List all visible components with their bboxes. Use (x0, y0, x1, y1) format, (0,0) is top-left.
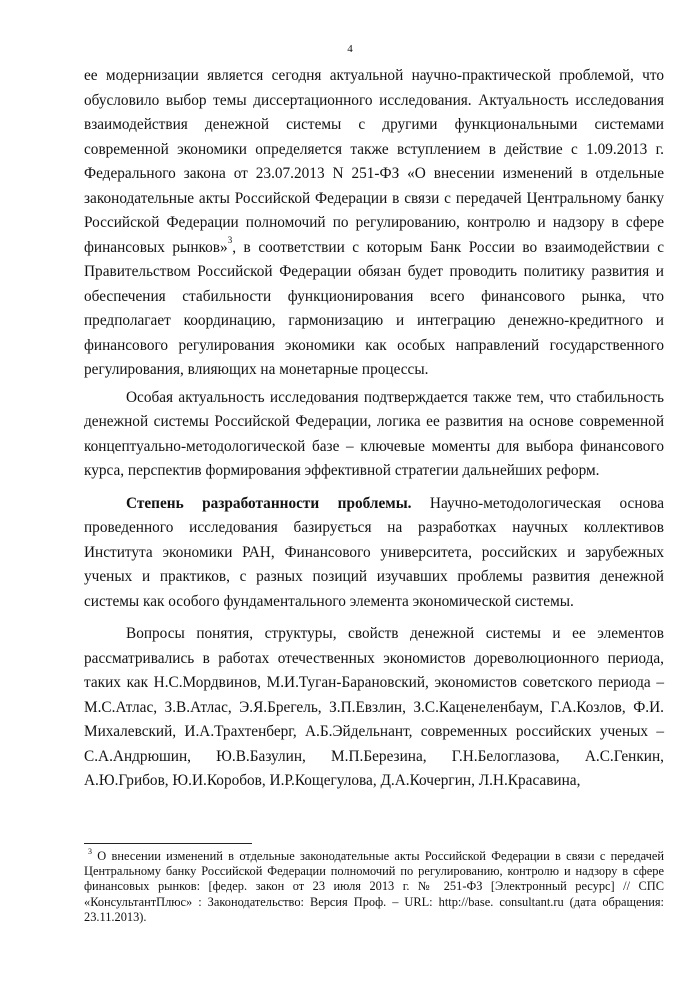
paragraph-monetary-system-questions (84, 622, 664, 794)
paragraph-text: ее модернизации является сегодня актуальной научно-практической проблемой, что обусловило выбор темы диссертационного исследования. Актуальность исследования взаимодействия денежной системы с другими функциональными системами современной экономики определяется также вступлением в действие с 1.09.2013 г. Федерального закона от 23.07.2013 N 251-ФЗ «О внесении изменений в отдельные законодательные акты Российской Федерации в связи с передачей Центральному банку Российской Федерации полномочий по регулированию, контролю и надзору в сфере финансовых рынков» (84, 67, 664, 256)
paragraph-text: Научно-методологическая основа проведенного исследования базирується на разработках научных коллективов Института экономики РАН, Финансового университета, российских и зарубежных ученых и практиков, с разных позиций изучавших проблемы развития денежной системы как особого фундаментального элемента экономической системы. (84, 494, 664, 610)
paragraph-text-continued: , в соответствии с которым Банк России во взаимодействии с Правительством Российской Федерации обязан будет проводить политику развития и обеспечения стабильности функционирования всего финансового рынка, что предполагает координацию, гармонизацию и интеграцию денежно-кредитного и финансового регулирования экономики как особых направлений государственного регулирования, влияющих на монетарные процессы. (84, 238, 664, 378)
footnote-divider (84, 843, 252, 844)
footnote-marker: 3 (88, 846, 92, 856)
footnote-text: О внесении изменений в отдельные законодательные акты Российской Федерации в связи с передачей Центральному банку Российской Федерации полномочий по регулированию, контролю и надзору в сфере финансовых рынков: [федер. закон от 23 июля 2013 г. № 251-ФЗ [Электронный ресурс] // СПС «КонсультантПлюс» : Законодательство: Версия Проф. – URL: http://base. consultant.ru (дата обращения: 23.11.2013). (84, 849, 664, 924)
paragraph-text: Вопросы понятия, структуры, свойств денежной системы и ее элементов рассматривались в работах отечественных экономистов дореволюционного периода, таких как Н.С.Мордвинов, М.И.Туган-Барановский, экономистов советского периода – М.С.Атлас, З.В.Атлас, Э.Я.Брегель, З.П.Евзлин, З.С.Каценеленбаум, Г.А.Козлов, Ф.И. Михалевский, И.А.Трахтенберг, А.Б.Эйдельнант, современных российских ученых – С.А.Андрюшин, Ю.В.Базулин, М.П.Березина, Г.Н.Белоглазова, А.С.Генкин, А.Ю.Грибов, Ю.И.Коробов, И.Р.Кощегулова, Д.А.Кочергин, Л.Н.Красавина, (84, 625, 664, 789)
paragraph-degree-of-development (84, 492, 664, 615)
paragraph-relevance-law (84, 64, 664, 383)
paragraph-text: Особая актуальность исследования подтверждается также тем, что стабильность денежной системы Российской Федерации, логика ее развития на основе современной концептуально-методологической базе – ключевые моменты для выбора финансового курса, перспектив формирования эффективной стратегии дальнейших реформ. (84, 388, 664, 479)
paragraph-special-relevance (84, 386, 664, 484)
main-text (84, 64, 664, 794)
page-number: 4 (347, 43, 353, 55)
footnote (84, 846, 664, 925)
footnote-reference[interactable]: 3 (227, 235, 233, 246)
section-heading-inline: Степень разработанности проблемы. (126, 494, 412, 512)
